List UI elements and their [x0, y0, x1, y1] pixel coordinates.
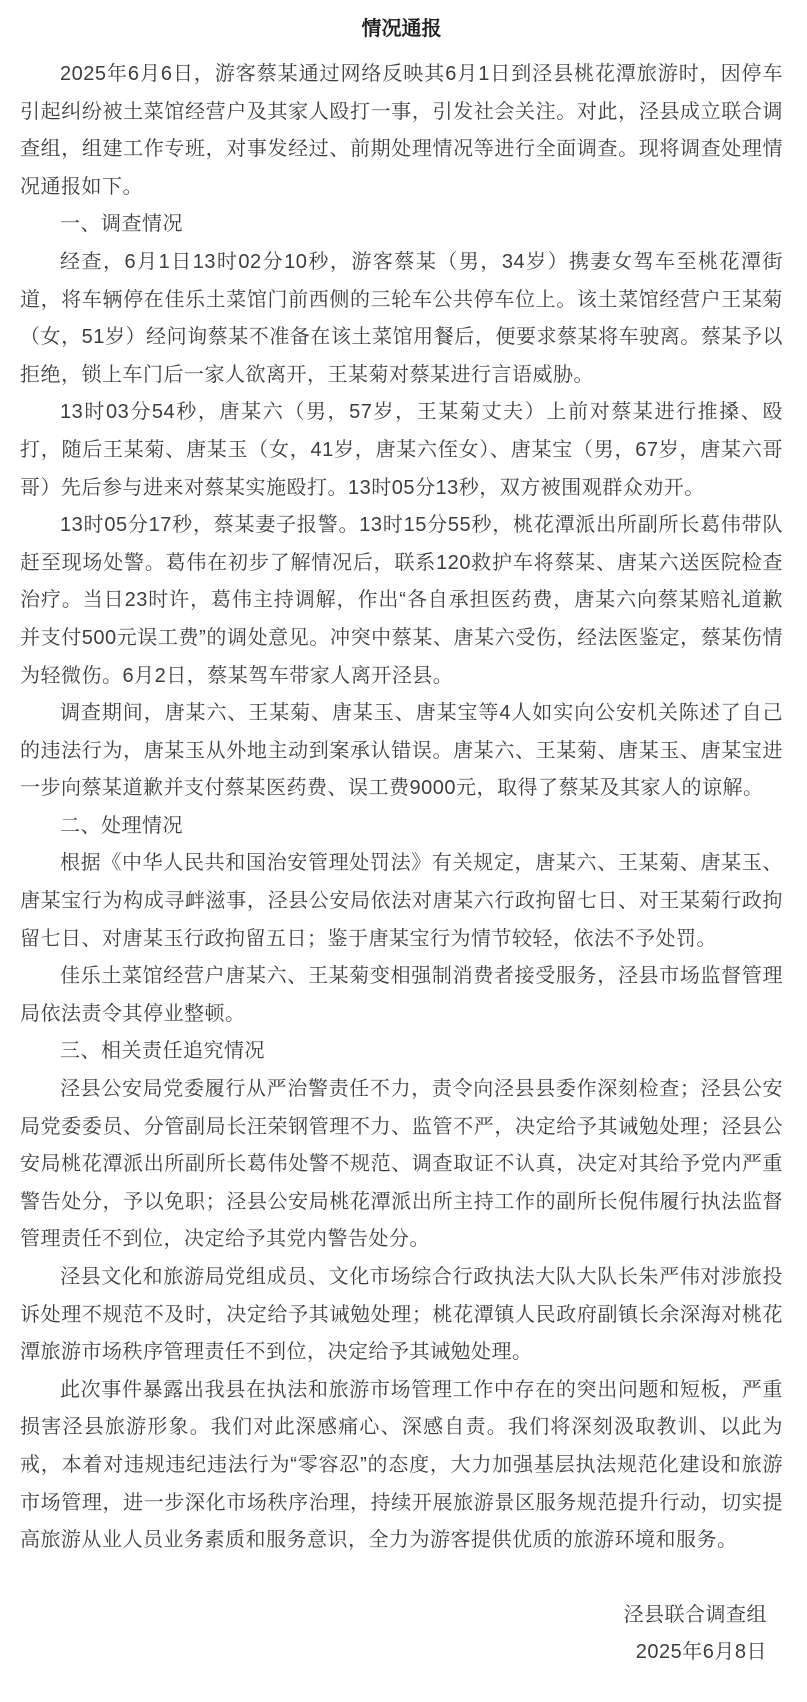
paragraph: 调查期间，唐某六、王某菊、唐某玉、唐某宝等4人如实向公安机关陈述了自己的违法行为，唐某玉从外地主动到案承认错误。唐某六、王某菊、唐某玉、唐某宝进一步向蔡某道歉并支付蔡某医药费、误工费9000元，取得了蔡某及其家人的谅解。 — [20, 702, 783, 800]
paragraph: 经查，6月1日13时02分10秒，游客蔡某（男，34岁）携妻女驾车至桃花潭街道，将车辆停在佳乐土菜馆门前西侧的三轮车公共停车位上。该土菜馆经营户王某菊（女，51岁）经问询蔡某不准备在该土菜馆用餐后，便要求蔡某将车驶离。蔡某予以拒绝，锁上车门后一家人欲离开，王某菊对蔡某进行言语威胁。 — [20, 250, 783, 386]
section-heading: 一、调查情况 — [60, 213, 183, 236]
paragraph: 泾县文化和旅游局党组成员、文化市场综合行政执法大队大队长朱严伟对涉旅投诉处理不规范不及时，决定给予其诫勉处理；桃花潭镇人民政府副镇长余深海对桃花潭旅游市场秩序管理责任不到位，决定给予其诫勉处理。 — [20, 1266, 783, 1364]
section-heading: 二、处理情况 — [60, 814, 183, 837]
paragraph: 13时05分17秒，蔡某妻子报警。13时15分55秒，桃花潭派出所副所长葛伟带队赶至现场处警。葛伟在初步了解情况后，联系120救护车将蔡某、唐某六送医院检查治疗。当日23时许，葛伟主持调解，作出“各自承担医药费，唐某六向蔡某赔礼道歉并支付500元误工费”的调处意见。冲突中蔡某、唐某六受伤，经法医鉴定，蔡某伤情为轻微伤。6月2日，蔡某驾车带家人离开泾县。 — [20, 514, 783, 687]
document-body — [20, 56, 783, 1560]
paragraph: 泾县公安局党委履行从严治警责任不力，责令向泾县县委作深刻检查；泾县公安局党委委员、分管副局长汪荣钢管理不力、监管不严，决定给予其诫勉处理；泾县公安局桃花潭派出所副所长葛伟处警不规范、调查取证不认真，决定对其给予党内严重警告处分，予以免职；泾县公安局桃花潭派出所主持工作的副所长倪伟履行执法监督管理责任不到位，决定给予其党内警告处分。 — [20, 1078, 783, 1251]
paragraph: 佳乐土菜馆经营户唐某六、王某菊变相强制消费者接受服务，泾县市场监督管理局依法责令其停业整顿。 — [20, 965, 783, 1025]
document-footer — [20, 1597, 783, 1672]
paragraph: 此次事件暴露出我县在执法和旅游市场管理工作中存在的突出问题和短板，严重损害泾县旅游形象。我们对此深感痛心、深感自责。我们将深刻汲取教训、以此为戒，本着对违规违纪违法行为“零容忍”的态度，大力加强基层执法规范化建设和旅游市场管理，进一步深化市场秩序治理，持续开展旅游景区服务规范提升行动，切实提高旅游从业人员业务素质和服务意识，全力为游客提供优质的旅游环境和服务。 — [20, 1378, 783, 1552]
paragraph: 13时03分54秒，唐某六（男，57岁，王某菊丈夫）上前对蔡某进行推搡、殴打，随后王某菊、唐某玉（女，41岁，唐某六侄女）、唐某宝（男，67岁，唐某六哥哥）先后参与进来对蔡某实施殴打。13时05分13秒，双方被围观群众劝开。 — [20, 401, 783, 499]
section-heading: 三、相关责任追究情况 — [60, 1040, 265, 1063]
page-title: 情况通报 — [361, 18, 442, 40]
signature: 泾县联合调查组 — [623, 1603, 767, 1626]
paragraph: 根据《中华人民共和国治安管理处罚法》有关规定，唐某六、王某菊、唐某玉、唐某宝行为构成寻衅滋事，泾县公安局依法对唐某六行政拘留七日、对王某菊行政拘留七日、对唐某玉行政拘留五日；鉴于唐某宝行为情节较轻，依法不予处罚。 — [20, 852, 783, 950]
paragraph: 2025年6月6日，游客蔡某通过网络反映其6月1日到泾县桃花潭旅游时，因停车引起纠纷被土菜馆经营户及其家人殴打一事，引发社会关注。对此，泾县成立联合调查组，组建工作专班，对事发经过、前期处理情况等进行全面调查。现将调查处理情况通报如下。 — [20, 63, 783, 198]
date: 2025年6月8日 — [635, 1641, 767, 1664]
